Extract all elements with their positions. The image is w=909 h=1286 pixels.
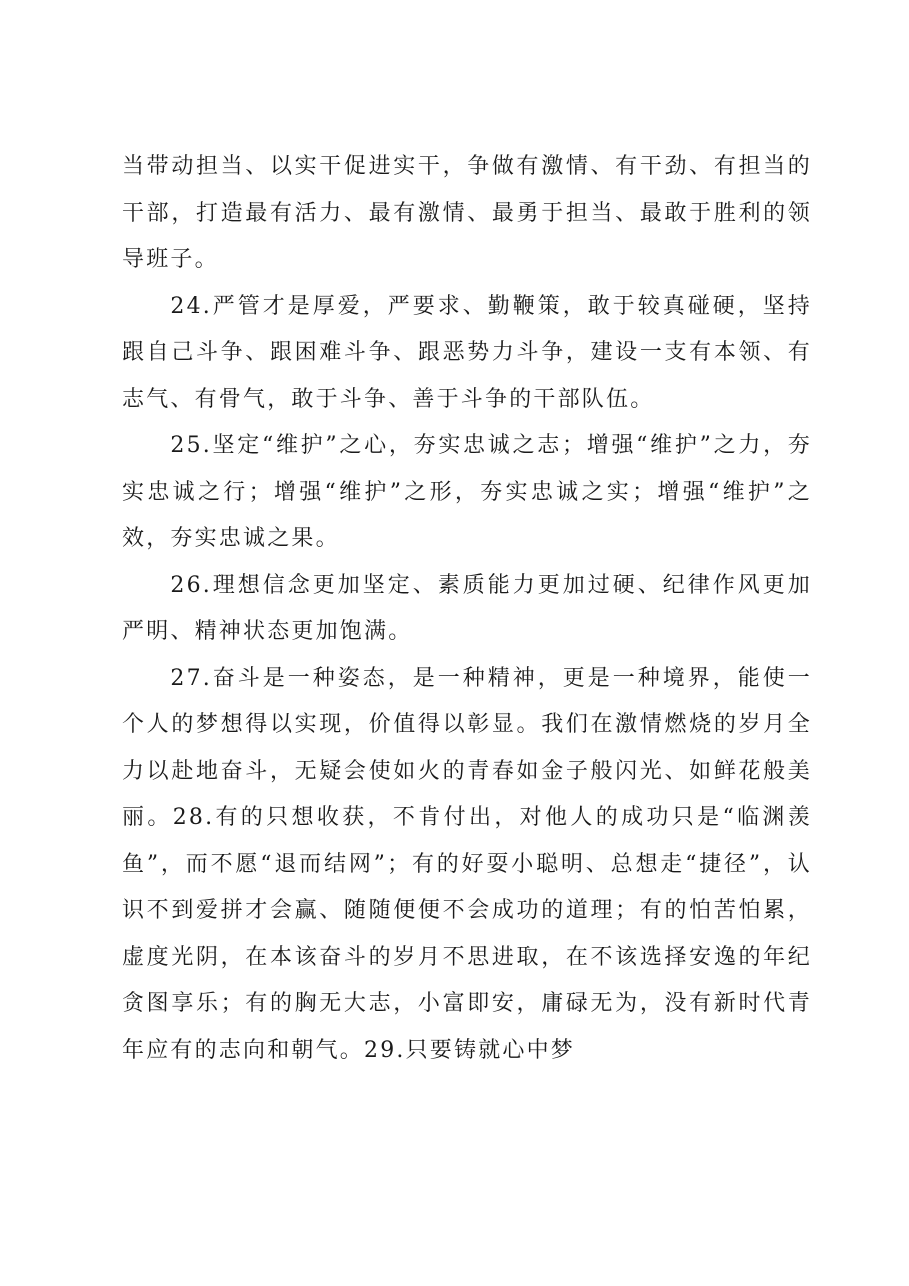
paragraph-24: 24.严管才是厚爱，严要求、勤鞭策，敢于较真碰硬，坚持跟自己斗争、跟困难斗争、跟恶势力斗争，建设一支有本领、有志气、有骨气，敢于斗争、善于斗争的干部队伍。 bbox=[122, 293, 812, 412]
paragraph-25: 25.坚定“维护”之心，夯实忠诚之志；增强“维护”之力，夯实忠诚之行；增强“维护”之形，夯实忠诚之实；增强“维护”之效，夯实忠诚之果。 bbox=[122, 433, 812, 551]
paragraph-continuation: 当带动担当、以实干促进实干，争做有激情、有干劲、有担当的干部，打造最有活力、最有激情、最勇于担当、最敢于胜利的领导班子。 bbox=[122, 154, 812, 272]
paragraph-27-28-29: 27.奋斗是一种姿态，是一种精神，更是一种境界，能使一个人的梦想得以实现，价值得以彰显。我们在激情燃烧的岁月全力以赴地奋斗，无疑会使如火的青春如金子般闪光、如鲜花般美丽。28.有的只想收获，不肯付出，对他人的成功只是“临渊羡鱼”，而不愿“退而结网”；有的好耍小聪明、总想走“捷径”，认识不到爱拼才会赢、随随便便不会成功的道理；有的怕苦怕累，虚度光阴，在本该奋斗的岁月不思进取，在不该选择安逸的年纪贪图享乐；有的胸无大志，小富即安，庸碌无为，没有新时代青年应有的志向和朝气。29.只要铸就心中梦 bbox=[122, 665, 812, 1063]
paragraph-26: 26.理想信念更加坚定、素质能力更加过硬、纪律作风更加严明、精神状态更加饱满。 bbox=[122, 572, 812, 644]
document-body bbox=[122, 144, 812, 1074]
